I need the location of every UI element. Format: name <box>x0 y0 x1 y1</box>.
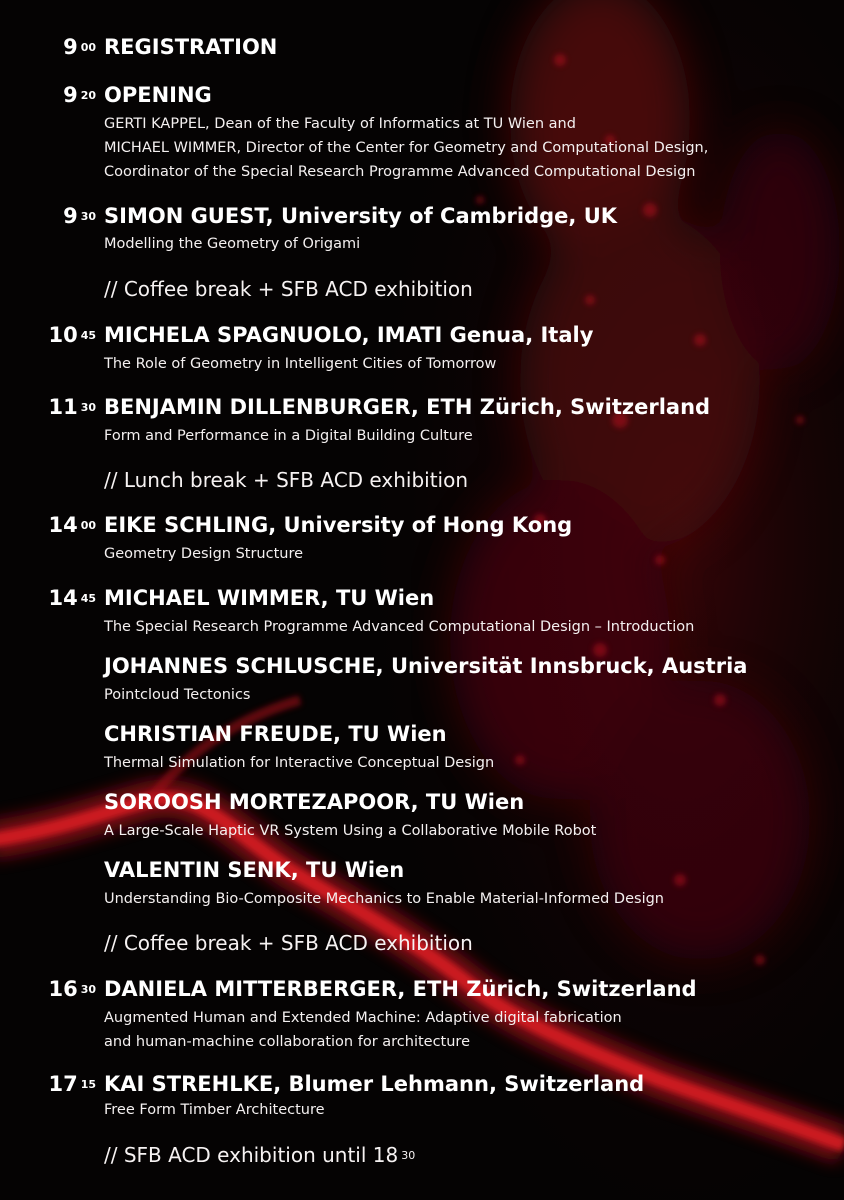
entry-title: CHRISTIAN FREUDE, TU Wien <box>104 722 447 746</box>
break-label: // Lunch break + SFB ACD exhibition <box>104 468 469 492</box>
time-label <box>0 1071 96 1097</box>
time-label <box>0 585 96 611</box>
entry-subtitle: Form and Performance in a Digital Building Culture <box>104 428 473 444</box>
entry-subtitle: Pointcloud Tectonics <box>104 687 251 703</box>
entry-subtitle: Modelling the Geometry of Origami <box>104 236 361 252</box>
time-label <box>0 203 96 229</box>
time-hour: 11 <box>48 395 78 419</box>
time-minutes: 45 <box>80 329 96 342</box>
break-label: // Coffee break + SFB ACD exhibition <box>104 931 473 955</box>
time-label <box>0 394 96 420</box>
entry-subtitle: The Role of Geometry in Intelligent Cities of Tomorrow <box>104 356 497 372</box>
time-minutes: 30 <box>80 983 96 996</box>
entry-subtitle: Augmented Human and Extended Machine: Adaptive digital fabrication <box>104 1010 622 1026</box>
entry-subtitle: Thermal Simulation for Interactive Conceptual Design <box>104 755 495 771</box>
time-label <box>0 82 96 108</box>
time-hour: 16 <box>48 977 78 1001</box>
break-label <box>104 1142 415 1168</box>
time-hour: 9 <box>63 204 78 228</box>
time-minutes: 00 <box>80 519 96 532</box>
entry-title: DANIELA MITTERBERGER, ETH Zürich, Switzerland <box>104 977 697 1001</box>
time-label <box>0 322 96 348</box>
entry-subtitle: and human-machine collaboration for architecture <box>104 1034 470 1050</box>
time-label <box>0 512 96 538</box>
time-minutes: 20 <box>80 89 96 102</box>
entry-title: SOROOSH MORTEZAPOOR, TU Wien <box>104 790 525 814</box>
entry-subtitle: Free Form Timber Architecture <box>104 1102 325 1118</box>
entry-subtitle: Geometry Design Structure <box>104 546 304 562</box>
entry-title: MICHAEL WIMMER, TU Wien <box>104 586 435 610</box>
time-hour: 17 <box>48 1072 78 1096</box>
entry-subtitle: Coordinator of the Special Research Programme Advanced Computational Design <box>104 164 696 180</box>
time-minutes: 30 <box>80 210 96 223</box>
time-minutes: 00 <box>80 41 96 54</box>
entry-subtitle: The Special Research Programme Advanced Computational Design – Introduction <box>104 619 695 635</box>
entry-title: SIMON GUEST, University of Cambridge, UK <box>104 204 618 228</box>
entry-title: EIKE SCHLING, University of Hong Kong <box>104 513 573 537</box>
time-hour: 9 <box>63 83 78 107</box>
entry-subtitle: GERTI KAPPEL, Dean of the Faculty of Informatics at TU Wien and <box>104 116 576 132</box>
entry-title: OPENING <box>104 83 212 107</box>
entry-title: KAI STREHLKE, Blumer Lehmann, Switzerland <box>104 1072 645 1096</box>
time-hour: 10 <box>48 323 78 347</box>
entry-title: REGISTRATION <box>104 35 278 59</box>
time-minutes: 30 <box>401 1149 416 1162</box>
closing-text: // SFB ACD exhibition until 18 <box>104 1143 399 1167</box>
time-minutes: 30 <box>80 401 96 414</box>
break-label: // Coffee break + SFB ACD exhibition <box>104 277 473 301</box>
entry-title: MICHELA SPAGNUOLO, IMATI Genua, Italy <box>104 323 594 347</box>
time-minutes: 15 <box>80 1078 96 1091</box>
entry-subtitle: MICHAEL WIMMER, Director of the Center for Geometry and Computational Design, <box>104 140 709 156</box>
time-label <box>0 976 96 1002</box>
entry-title: VALENTIN SENK, TU Wien <box>104 858 405 882</box>
time-hour: 9 <box>63 35 78 59</box>
time-hour: 14 <box>48 513 78 537</box>
entry-title: JOHANNES SCHLUSCHE, Universität Innsbruck, Austria <box>104 654 748 678</box>
entry-subtitle: A Large-Scale Haptic VR System Using a Collaborative Mobile Robot <box>104 823 597 839</box>
time-hour: 14 <box>48 586 78 610</box>
time-minutes: 45 <box>80 592 96 605</box>
entry-subtitle: Understanding Bio-Composite Mechanics to Enable Material-Informed Design <box>104 891 664 907</box>
entry-title: BENJAMIN DILLENBURGER, ETH Zürich, Switzerland <box>104 395 711 419</box>
time-label <box>0 34 96 60</box>
